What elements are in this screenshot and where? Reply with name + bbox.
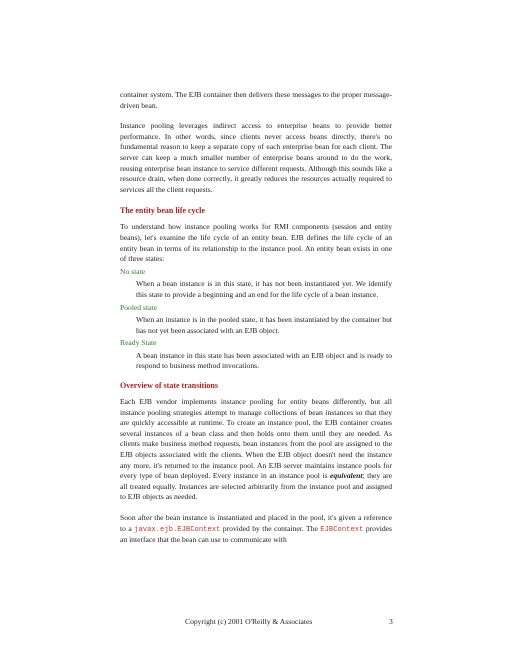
code-ejbcontext: EJBContext [320, 525, 364, 534]
code-ejbcontext-full: javax.ejb.EJBContext [134, 525, 221, 534]
emphasis-equivalent: equivalent [330, 471, 363, 481]
life-cycle-intro: To understand how instance pooling works for RMI components (session and entity beans), let's examine the life cycle of an entity bean. EJB defines the life cycle of an entity bean in terms of its relationship to the instance pool. An entity bean exists in one of three states: [120, 222, 392, 264]
state-def-no-state: When a bean instance is in this state, it has not been instantiated yet. We identify this state to provide a beginning and an end for the life cycle of a bean instance. [136, 279, 392, 299]
state-term-ready: Ready State [120, 338, 157, 348]
footer-copyright: Copyright (c) 2001 O'Reilly & Associates [185, 617, 313, 626]
state-term-pooled: Pooled state [120, 302, 157, 312]
page-number: 3 [389, 617, 393, 626]
state-transitions-paragraph-2: Soon after the bean instance is instantiated and placed in the pool, it's given a reference to a javax.ejb.EJBContext provided by the container. The EJBContext provides an interface that the bean can use to communicate with [120, 513, 392, 545]
state-transitions-paragraph-1: Each EJB vendor implements instance pooling for entity beans differently, but all instance pooling strategies attempt to manage collections of bean instances so that they are quickly accessible at runtime. To create an instance pool, the EJB container creates several instances of a bean class and then holds onto them until they are needed. As clients make business method requests, bean instances from the pool are assigned to the EJB objects associated with the clients. When the EJB object doesn't need the instance any more, it's returned to the instance pool. An EJB server maintains instance pools for every type of bean deployed. Every instance in an instance pool is equivalent; they are all treated equally. Instances are selected arbitrarily from the instance pool and assigned to EJB objects as needed. [120, 397, 392, 502]
intro-paragraph-2: Instance pooling leverages indirect access to enterprise beans to provide better performance. In other words, since clients never access beans directly, there's no fundamental reason to keep a separate copy of each enterprise bean for each client. The server can keep a much smaller number of enterprise beans around to do the work, reusing enterprise bean instance to service different requests. Although this sounds like a resource drain, when done correctly, it greatly reduces the resources actually required to services all the client requests. [120, 121, 392, 194]
section-heading-life-cycle: The entity bean life cycle [120, 206, 205, 216]
document-body [120, 90, 392, 546]
state-term-no-state: No state [120, 266, 146, 276]
section-heading-state-transitions: Overview of state transitions [120, 381, 218, 391]
state-def-pooled: When an instance is in the pooled state, it has been instantiated by the container but has not yet been associated with an EJB object. [136, 315, 392, 335]
intro-paragraph-1: container system. The EJB container then delivers these messages to the proper message-driven bean. [120, 90, 392, 110]
state-def-ready: A bean instance in this state has been associated with an EJB object and is ready to respond to business method invocations. [136, 350, 392, 371]
